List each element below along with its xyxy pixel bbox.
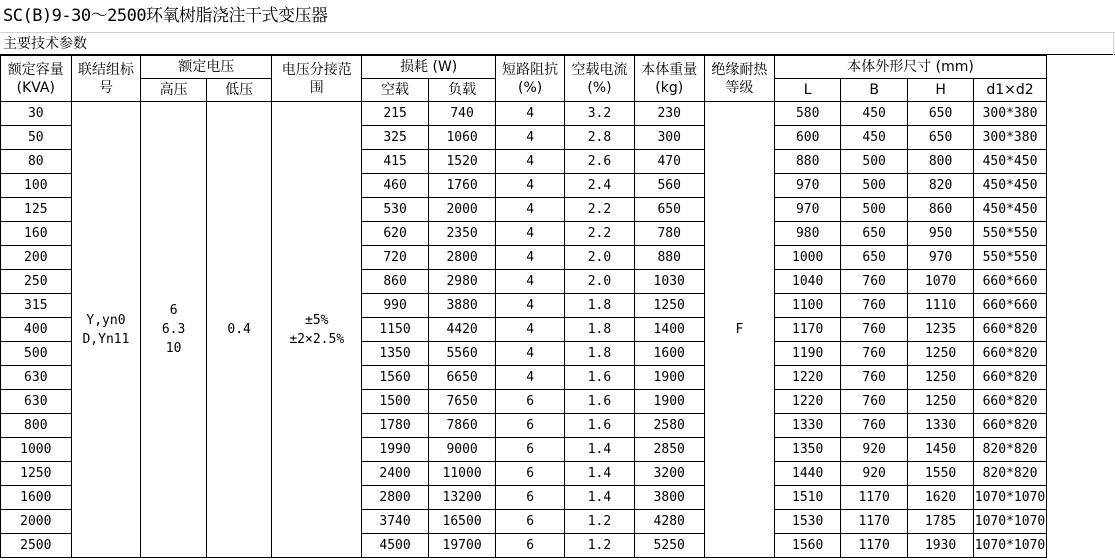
cell-capacity: 250 — [1, 270, 72, 294]
cell-dim-d: 300*380 — [974, 102, 1047, 126]
connection-group-line1: Y,yn0 — [86, 312, 126, 328]
cell-capacity: 500 — [1, 342, 72, 366]
cell-load-loss: 2980 — [429, 270, 496, 294]
cell-dim-d: 550*550 — [974, 222, 1047, 246]
cell-impedance: 6 — [496, 390, 565, 414]
cell-load-loss: 2350 — [429, 222, 496, 246]
cell-no-load-loss: 720 — [362, 246, 429, 270]
cell-dim-H: 820 — [908, 174, 974, 198]
header-weight-line2: (kg) — [655, 79, 684, 96]
cell-weight: 1030 — [634, 270, 704, 294]
cell-dim-d: 1070*1070 — [974, 534, 1047, 558]
cell-dim-H: 800 — [908, 150, 974, 174]
header-rated-voltage: 额定电压 — [141, 56, 272, 79]
cell-no-load-loss: 2400 — [362, 462, 429, 486]
cell-dim-d: 660*820 — [974, 390, 1047, 414]
cell-load-loss: 740 — [429, 102, 496, 126]
cell-impedance: 4 — [496, 198, 565, 222]
cell-load-loss: 19700 — [429, 534, 496, 558]
cell-dim-B: 1170 — [841, 534, 908, 558]
cell-no-load-loss: 1560 — [362, 366, 429, 390]
cell-dim-L: 970 — [775, 174, 841, 198]
cell-no-load-loss: 860 — [362, 270, 429, 294]
cell-dim-H: 1250 — [908, 342, 974, 366]
cell-dim-B: 500 — [841, 174, 908, 198]
high-voltage-line3: 10 — [165, 341, 182, 356]
cell-weight: 300 — [634, 126, 704, 150]
high-voltage-line2: 6.3 — [161, 322, 186, 337]
cell-dim-L: 880 — [775, 150, 841, 174]
header-sc-line1: 短路阻抗 — [502, 61, 559, 78]
cell-weight: 650 — [634, 198, 704, 222]
cell-no-load-loss: 4500 — [362, 534, 429, 558]
cell-impedance: 6 — [496, 438, 565, 462]
cell-capacity: 2500 — [1, 534, 72, 558]
cell-capacity: 50 — [1, 126, 72, 150]
spec-table — [0, 55, 1115, 558]
cell-dim-H: 1110 — [908, 294, 974, 318]
cell-dim-B: 500 — [841, 150, 908, 174]
cell-dim-H: 950 — [908, 222, 974, 246]
cell-dim-d: 1070*1070 — [974, 510, 1047, 534]
cell-no-load-loss: 620 — [362, 222, 429, 246]
cell-dim-L: 1190 — [775, 342, 841, 366]
header-dim-d: d1×d2 — [974, 79, 1047, 102]
header-weight — [634, 56, 704, 102]
cell-no-load-current: 1.6 — [565, 390, 635, 414]
cell-dim-L: 1560 — [775, 534, 841, 558]
cell-capacity: 2000 — [1, 510, 72, 534]
cell-dim-B: 760 — [841, 342, 908, 366]
header-group-line2: 号 — [98, 79, 113, 96]
cell-dim-L: 1100 — [775, 294, 841, 318]
cell-capacity: 80 — [1, 150, 72, 174]
high-voltage-line1: 6 — [169, 303, 178, 318]
cell-dim-H: 1250 — [908, 390, 974, 414]
cell-no-load-current: 2.0 — [565, 270, 635, 294]
cell-dim-L: 1220 — [775, 390, 841, 414]
cell-dim-L: 1220 — [775, 366, 841, 390]
cell-no-load-current: 1.4 — [565, 486, 635, 510]
cell-dim-d: 660*820 — [974, 414, 1047, 438]
merged-connection-group — [71, 102, 141, 558]
cell-dim-H: 1785 — [908, 510, 974, 534]
header-insulation-class — [704, 56, 775, 102]
cell-weight: 2850 — [634, 438, 704, 462]
cell-dim-d: 820*820 — [974, 438, 1047, 462]
cell-weight: 3800 — [634, 486, 704, 510]
cell-dim-B: 760 — [841, 294, 908, 318]
cell-impedance: 4 — [496, 102, 565, 126]
cell-no-load-current: 1.2 — [565, 534, 635, 558]
cell-no-load-current: 2.2 — [565, 198, 635, 222]
cell-dim-H: 1250 — [908, 366, 974, 390]
cell-weight: 1900 — [634, 390, 704, 414]
cell-no-load-loss: 2800 — [362, 486, 429, 510]
cell-dim-d: 1070*1070 — [974, 486, 1047, 510]
cell-load-loss: 4420 — [429, 318, 496, 342]
tap-range-line2: ±2×2.5% — [289, 331, 345, 347]
cell-weight: 2580 — [634, 414, 704, 438]
cell-weight: 4280 — [634, 510, 704, 534]
header-ins-line1: 绝缘耐热 — [711, 61, 768, 78]
cell-dim-L: 1440 — [775, 462, 841, 486]
spec-table-body — [1, 102, 1115, 558]
header-dim-B: B — [841, 79, 908, 102]
cell-impedance: 4 — [496, 126, 565, 150]
cell-no-load-current: 2.2 — [565, 222, 635, 246]
cell-dim-H: 1450 — [908, 438, 974, 462]
cell-dim-B: 760 — [841, 318, 908, 342]
cell-no-load-loss: 1150 — [362, 318, 429, 342]
cell-dim-L: 600 — [775, 126, 841, 150]
cell-dim-B: 500 — [841, 198, 908, 222]
cell-dim-H: 1330 — [908, 414, 974, 438]
cell-dim-B: 920 — [841, 438, 908, 462]
cell-no-load-current: 1.8 — [565, 294, 635, 318]
cell-no-load-current: 2.6 — [565, 150, 635, 174]
cell-dim-B: 650 — [841, 222, 908, 246]
cell-no-load-loss: 415 — [362, 150, 429, 174]
cell-dim-L: 1040 — [775, 270, 841, 294]
cell-load-loss: 1520 — [429, 150, 496, 174]
cell-dim-d: 660*820 — [974, 366, 1047, 390]
cell-capacity: 800 — [1, 414, 72, 438]
cell-dim-d: 660*660 — [974, 270, 1047, 294]
cell-impedance: 6 — [496, 486, 565, 510]
cell-capacity: 100 — [1, 174, 72, 198]
merged-insulation-class: F — [704, 102, 775, 558]
cell-dim-d: 450*450 — [974, 198, 1047, 222]
cell-dim-L: 980 — [775, 222, 841, 246]
cell-dim-B: 1170 — [841, 510, 908, 534]
cell-dim-L: 1510 — [775, 486, 841, 510]
cell-no-load-current: 2.0 — [565, 246, 635, 270]
header-tap-line2: 围 — [309, 79, 324, 96]
cell-load-loss: 6650 — [429, 366, 496, 390]
cell-dim-d: 450*450 — [974, 150, 1047, 174]
cell-weight: 3200 — [634, 462, 704, 486]
cell-dim-L: 1530 — [775, 510, 841, 534]
cell-load-loss: 5560 — [429, 342, 496, 366]
cell-no-load-current: 1.2 — [565, 510, 635, 534]
cell-dim-d: 660*820 — [974, 342, 1047, 366]
cell-dim-d: 660*660 — [974, 294, 1047, 318]
header-no-load-current — [565, 56, 635, 102]
cell-impedance: 6 — [496, 462, 565, 486]
cell-dim-d: 450*450 — [974, 174, 1047, 198]
header-weight-line1: 本体重量 — [641, 61, 698, 78]
merged-high-voltage — [141, 102, 207, 558]
header-load-loss: 负载 — [429, 79, 496, 102]
cell-no-load-current: 1.8 — [565, 318, 635, 342]
cell-dim-B: 920 — [841, 462, 908, 486]
cell-dim-H: 1930 — [908, 534, 974, 558]
cell-dim-H: 1235 — [908, 318, 974, 342]
cell-weight: 1600 — [634, 342, 704, 366]
cell-no-load-loss: 1350 — [362, 342, 429, 366]
merged-tap-range — [272, 102, 362, 558]
cell-capacity: 630 — [1, 366, 72, 390]
cell-capacity: 630 — [1, 390, 72, 414]
cell-weight: 470 — [634, 150, 704, 174]
page-title: SC(B)9-30～2500环氧树脂浇注干式变压器 — [3, 6, 328, 26]
cell-no-load-loss: 3740 — [362, 510, 429, 534]
cell-impedance: 6 — [496, 534, 565, 558]
cell-load-loss: 2000 — [429, 198, 496, 222]
cell-no-load-current: 1.8 — [565, 342, 635, 366]
cell-dim-L: 580 — [775, 102, 841, 126]
cell-no-load-loss: 325 — [362, 126, 429, 150]
header-ins-line2: 等级 — [725, 79, 754, 96]
cell-impedance: 4 — [496, 366, 565, 390]
cell-load-loss: 13200 — [429, 486, 496, 510]
section-subtitle: 主要技术参数 — [0, 32, 1115, 55]
cell-dim-d: 300*380 — [974, 126, 1047, 150]
cell-dim-L: 970 — [775, 198, 841, 222]
cell-weight: 880 — [634, 246, 704, 270]
cell-no-load-loss: 1990 — [362, 438, 429, 462]
cell-no-load-current: 1.6 — [565, 366, 635, 390]
cell-dim-B: 450 — [841, 126, 908, 150]
cell-dim-B: 1170 — [841, 486, 908, 510]
cell-dim-d: 550*550 — [974, 246, 1047, 270]
cell-dim-B: 450 — [841, 102, 908, 126]
cell-impedance: 4 — [496, 270, 565, 294]
cell-impedance: 4 — [496, 150, 565, 174]
header-nlc-line2: (%) — [587, 79, 612, 96]
cell-load-loss: 11000 — [429, 462, 496, 486]
cell-load-loss: 16500 — [429, 510, 496, 534]
cell-dim-d: 820*820 — [974, 462, 1047, 486]
cell-no-load-current: 1.6 — [565, 414, 635, 438]
header-dim-H: H — [908, 79, 974, 102]
header-sc-line2: (%) — [518, 79, 543, 96]
cell-load-loss: 1760 — [429, 174, 496, 198]
header-capacity — [1, 56, 72, 102]
cell-no-load-current: 1.4 — [565, 462, 635, 486]
cell-load-loss: 2800 — [429, 246, 496, 270]
cell-weight: 780 — [634, 222, 704, 246]
cell-capacity: 1000 — [1, 438, 72, 462]
header-short-circuit-impedance — [496, 56, 565, 102]
cell-weight: 1400 — [634, 318, 704, 342]
cell-dim-H: 970 — [908, 246, 974, 270]
cell-capacity: 1250 — [1, 462, 72, 486]
cell-load-loss: 1060 — [429, 126, 496, 150]
header-capacity-line1: 额定容量 — [7, 61, 64, 78]
cell-no-load-loss: 1780 — [362, 414, 429, 438]
header-tap-range — [272, 56, 362, 102]
cell-dim-H: 1070 — [908, 270, 974, 294]
header-tap-line1: 电压分接范 — [281, 61, 352, 78]
cell-capacity: 315 — [1, 294, 72, 318]
header-dim-L: L — [775, 79, 841, 102]
cell-weight: 230 — [634, 102, 704, 126]
cell-dim-B: 760 — [841, 366, 908, 390]
cell-dim-H: 650 — [908, 126, 974, 150]
header-connection-group — [71, 56, 141, 102]
cell-dim-B: 760 — [841, 270, 908, 294]
header-no-load-loss: 空载 — [362, 79, 429, 102]
cell-load-loss: 7650 — [429, 390, 496, 414]
header-group-line1: 联结组标 — [77, 61, 134, 78]
cell-weight: 5250 — [634, 534, 704, 558]
cell-weight: 560 — [634, 174, 704, 198]
cell-capacity: 1600 — [1, 486, 72, 510]
cell-dim-L: 1350 — [775, 438, 841, 462]
cell-no-load-current: 1.4 — [565, 438, 635, 462]
header-nlc-line1: 空载电流 — [571, 61, 628, 78]
cell-no-load-loss: 530 — [362, 198, 429, 222]
cell-load-loss: 7860 — [429, 414, 496, 438]
cell-dim-H: 650 — [908, 102, 974, 126]
cell-dim-L: 1000 — [775, 246, 841, 270]
cell-no-load-current: 3.2 — [565, 102, 635, 126]
header-loss: 损耗 (W) — [362, 56, 496, 79]
cell-impedance: 6 — [496, 414, 565, 438]
cell-no-load-current: 2.4 — [565, 174, 635, 198]
cell-no-load-loss: 460 — [362, 174, 429, 198]
cell-capacity: 200 — [1, 246, 72, 270]
header-dimensions: 本体外形尺寸 (mm) — [775, 56, 1047, 79]
cell-dim-L: 1170 — [775, 318, 841, 342]
cell-dim-B: 760 — [841, 414, 908, 438]
cell-capacity: 30 — [1, 102, 72, 126]
cell-dim-H: 860 — [908, 198, 974, 222]
cell-dim-L: 1330 — [775, 414, 841, 438]
cell-impedance: 4 — [496, 246, 565, 270]
cell-load-loss: 9000 — [429, 438, 496, 462]
cell-impedance: 6 — [496, 510, 565, 534]
merged-low-voltage: 0.4 — [206, 102, 272, 558]
cell-impedance: 4 — [496, 342, 565, 366]
cell-weight: 1900 — [634, 366, 704, 390]
cell-dim-H: 1550 — [908, 462, 974, 486]
cell-weight: 1250 — [634, 294, 704, 318]
cell-dim-d: 660*820 — [974, 318, 1047, 342]
cell-dim-B: 760 — [841, 390, 908, 414]
header-high-voltage: 高压 — [141, 79, 207, 102]
table-row — [1, 102, 1115, 126]
cell-impedance: 4 — [496, 174, 565, 198]
tap-range-line1: ±5% — [305, 312, 329, 328]
cell-no-load-loss: 1500 — [362, 390, 429, 414]
cell-impedance: 4 — [496, 222, 565, 246]
cell-capacity: 400 — [1, 318, 72, 342]
cell-impedance: 4 — [496, 318, 565, 342]
cell-dim-H: 1620 — [908, 486, 974, 510]
cell-no-load-loss: 215 — [362, 102, 429, 126]
cell-capacity: 125 — [1, 198, 72, 222]
cell-no-load-loss: 990 — [362, 294, 429, 318]
header-low-voltage: 低压 — [206, 79, 272, 102]
connection-group-line2: D,Yn11 — [82, 331, 130, 347]
header-capacity-line2: (KVA) — [16, 79, 55, 96]
cell-dim-B: 650 — [841, 246, 908, 270]
cell-no-load-current: 2.8 — [565, 126, 635, 150]
cell-impedance: 4 — [496, 294, 565, 318]
cell-load-loss: 3880 — [429, 294, 496, 318]
cell-capacity: 160 — [1, 222, 72, 246]
cell-gridline — [1113, 32, 1114, 55]
